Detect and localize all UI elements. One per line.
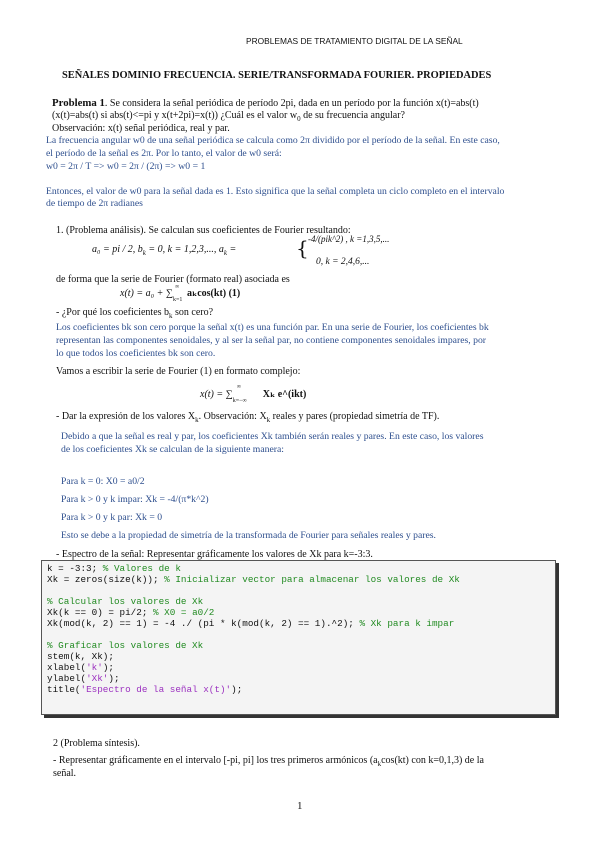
spectrum-task: - Espectro de la señal: Representar gráficamente los valores de Xk para k=-3:3. bbox=[56, 549, 373, 560]
answer1-line5: de tiempo de 2π radianes bbox=[46, 198, 143, 209]
code-line-2 bbox=[47, 574, 460, 585]
page-title: SEÑALES DOMINIO FRECUENCIA. SERIE/TRANSFORMADA FOURIER. PROPIEDADES bbox=[62, 70, 492, 81]
string-8: 'k' bbox=[86, 662, 103, 673]
section2-line1-text: - Representar gráficamente en el intervalo [-pi, pi] los tres primeros armónicos (a bbox=[53, 755, 378, 766]
symmetry-note: Esto se debe a la propiedad de simetría de la transformada de Fourier para señales reales y pares. bbox=[61, 530, 436, 541]
code-line-5 bbox=[47, 618, 454, 629]
answer1-line4: Entonces, el valor de w0 para la señal dada es 1. Esto significa que la señal completa un ciclo completo en el intervalo bbox=[46, 186, 505, 197]
complex-equation bbox=[200, 384, 307, 404]
give-xk-text: - Dar la expresión de los valores X bbox=[56, 411, 196, 422]
problem1-line2 bbox=[52, 110, 405, 123]
complex-eq-term: Xₖ e^(ikt) bbox=[262, 389, 307, 400]
section2-line2: señal. bbox=[53, 768, 77, 779]
problem1-text2: (x(t)=abs(t) si abs(t)<=pi y x(t+2pi)=x(t)) ¿Cuál es el valor w bbox=[52, 110, 298, 121]
code-line-10 bbox=[47, 684, 242, 695]
code-2: Xk = zeros(size(k)); bbox=[47, 574, 165, 585]
question-bk-end: son cero? bbox=[172, 307, 214, 318]
code-line-6: % Graficar los valores de Xk bbox=[47, 640, 204, 651]
coef-case-even: 0, k = 2,4,6,... bbox=[316, 257, 370, 267]
string-10: 'Espectro de la señal x(t)' bbox=[80, 684, 232, 695]
code-line-7: stem(k, Xk); bbox=[47, 651, 114, 662]
xk-case-zero: Para k = 0: X0 = a0/2 bbox=[61, 476, 145, 487]
coef-eq-sub: k bbox=[142, 249, 146, 257]
answer-bk-line1: Los coeficientes bk son cero porque la señal x(t) es una función par. En una serie de Fourier, los coeficientes bk bbox=[56, 322, 489, 333]
series-intro: de forma que la serie de Fourier (formato real) asociada es bbox=[56, 274, 290, 285]
xk-case-odd: Para k > 0 y k impar: Xk = -4/(π*k^2) bbox=[61, 494, 209, 505]
code-line-4 bbox=[47, 607, 214, 618]
series-eq-sub: k=1 bbox=[172, 297, 183, 303]
coef-eq-mid: = 0, k = 1,2,3,..., a bbox=[145, 244, 224, 255]
code-1: k = -3:3; bbox=[47, 563, 103, 574]
code-line-1 bbox=[47, 563, 181, 574]
answer1-line3: w0 = 2π / T => w0 = 2π / (2π) => w0 = 1 bbox=[46, 161, 206, 172]
give-xk-sub2: k bbox=[266, 416, 271, 424]
question-bk-sub: k bbox=[169, 312, 173, 320]
series-eq-term: aₖcos(kt) (1) bbox=[186, 288, 241, 299]
code-5: Xk(mod(k, 2) == 1) = -4 ./ (pi * k(mod(k, 2) == 1).^2); bbox=[47, 618, 360, 629]
code-8: xlabel( bbox=[47, 662, 87, 673]
xk-expl-line1: Debido a que la señal es real y par, los coeficientes Xk también serán reales y pares. En este caso, los valores bbox=[61, 431, 484, 442]
problem1-observation: Observación: x(t) señal periódica, real y par. bbox=[52, 123, 230, 134]
comment-1: % Valores de k bbox=[102, 563, 181, 574]
brace-icon: { bbox=[296, 236, 309, 260]
question-bk-text: - ¿Por qué los coeficientes b bbox=[56, 307, 170, 318]
code-9-end: ); bbox=[108, 673, 120, 684]
comment-4: % X0 = a0/2 bbox=[153, 607, 215, 618]
code-block bbox=[41, 560, 556, 715]
series-equation bbox=[120, 284, 241, 303]
complex-intro: Vamos a escribir la serie de Fourier (1) en formato complejo: bbox=[56, 366, 301, 377]
problem1-text2-sub: 0 bbox=[297, 115, 301, 123]
code-9: ylabel( bbox=[47, 673, 87, 684]
coef-equation bbox=[92, 244, 236, 257]
page-number: 1 bbox=[297, 800, 303, 812]
problem1-line1 bbox=[52, 97, 479, 109]
coef-case-odd: -4/(pik^2) , k =1,3,5,... bbox=[308, 234, 390, 244]
section2-line1 bbox=[53, 755, 484, 768]
code-4: Xk(k == 0) = pi/2; bbox=[47, 607, 154, 618]
section1-intro: 1. (Problema análisis). Se calculan sus coeficientes de Fourier resultando: bbox=[56, 225, 351, 236]
series-eq-sup: ∞ bbox=[174, 284, 180, 290]
answer1-line1: La frecuencia angular w0 de una señal periódica se calcula como 2π dividido por el período de la señal. En este caso, bbox=[46, 135, 500, 146]
give-xk-mid: . Observación: X bbox=[198, 411, 267, 422]
question-bk bbox=[56, 307, 213, 320]
complex-eq-left: x(t) = ∑ bbox=[200, 389, 233, 400]
code-10: title( bbox=[47, 684, 81, 695]
complex-eq-sup: ∞ bbox=[236, 384, 242, 390]
comment-2: % Inicializar vector para almacenar los valores de Xk bbox=[164, 574, 460, 585]
string-9: 'Xk' bbox=[86, 673, 109, 684]
answer-bk-line3: lo que todos los coeficientes bk son cero. bbox=[56, 348, 216, 359]
section2-line1-end: cos(kt) con k=0,1,3) de la bbox=[381, 755, 484, 766]
series-eq-left: x(t) = a₀ + ∑ bbox=[120, 288, 173, 299]
answer1-line2: el período de la señal es 2π. Por lo tanto, el valor de w0 será: bbox=[46, 148, 282, 159]
comment-5: % Xk para k impar bbox=[359, 618, 455, 629]
coef-eq-left: a₀ = pi / 2, b bbox=[92, 244, 143, 255]
code-line-3: % Calcular los valores de Xk bbox=[47, 596, 204, 607]
problem1-text2-end: de su frecuencia angular? bbox=[300, 110, 405, 121]
coef-eq-sub2: k bbox=[223, 249, 227, 257]
xk-case-even: Para k > 0 y k par: Xk = 0 bbox=[61, 512, 163, 523]
give-xk-tail: reales y pares (propiedad simetría de TF). bbox=[270, 411, 440, 422]
section2-line1-sub: k bbox=[377, 760, 382, 768]
problem1-label: Problema 1 bbox=[52, 97, 105, 109]
answer-bk-line2: representan las componentes senoidales, y al ser la señal par, no contiene componentes senoidales impares, por bbox=[56, 335, 487, 346]
give-xk-sub: k bbox=[195, 416, 199, 424]
complex-eq-sub: k=−∞ bbox=[232, 398, 247, 404]
coef-eq-tail: = bbox=[226, 244, 237, 255]
section2-title: 2 (Problema síntesis). bbox=[53, 738, 140, 749]
code-line-8 bbox=[47, 662, 114, 673]
problem1-text1: . Se considera la señal periódica de período 2pi, dada en un período por la función x(t)=abs(t) bbox=[104, 98, 479, 109]
xk-expl-line2: de los coeficientes Xk se calculan de la siguiente manera: bbox=[61, 444, 284, 455]
give-xk bbox=[56, 411, 439, 424]
code-8-end: ); bbox=[102, 662, 114, 673]
running-header: PROBLEMAS DE TRATAMIENTO DIGITAL DE LA SEÑAL bbox=[246, 36, 463, 46]
code-line-9 bbox=[47, 673, 120, 684]
code-10-end: ); bbox=[231, 684, 243, 695]
